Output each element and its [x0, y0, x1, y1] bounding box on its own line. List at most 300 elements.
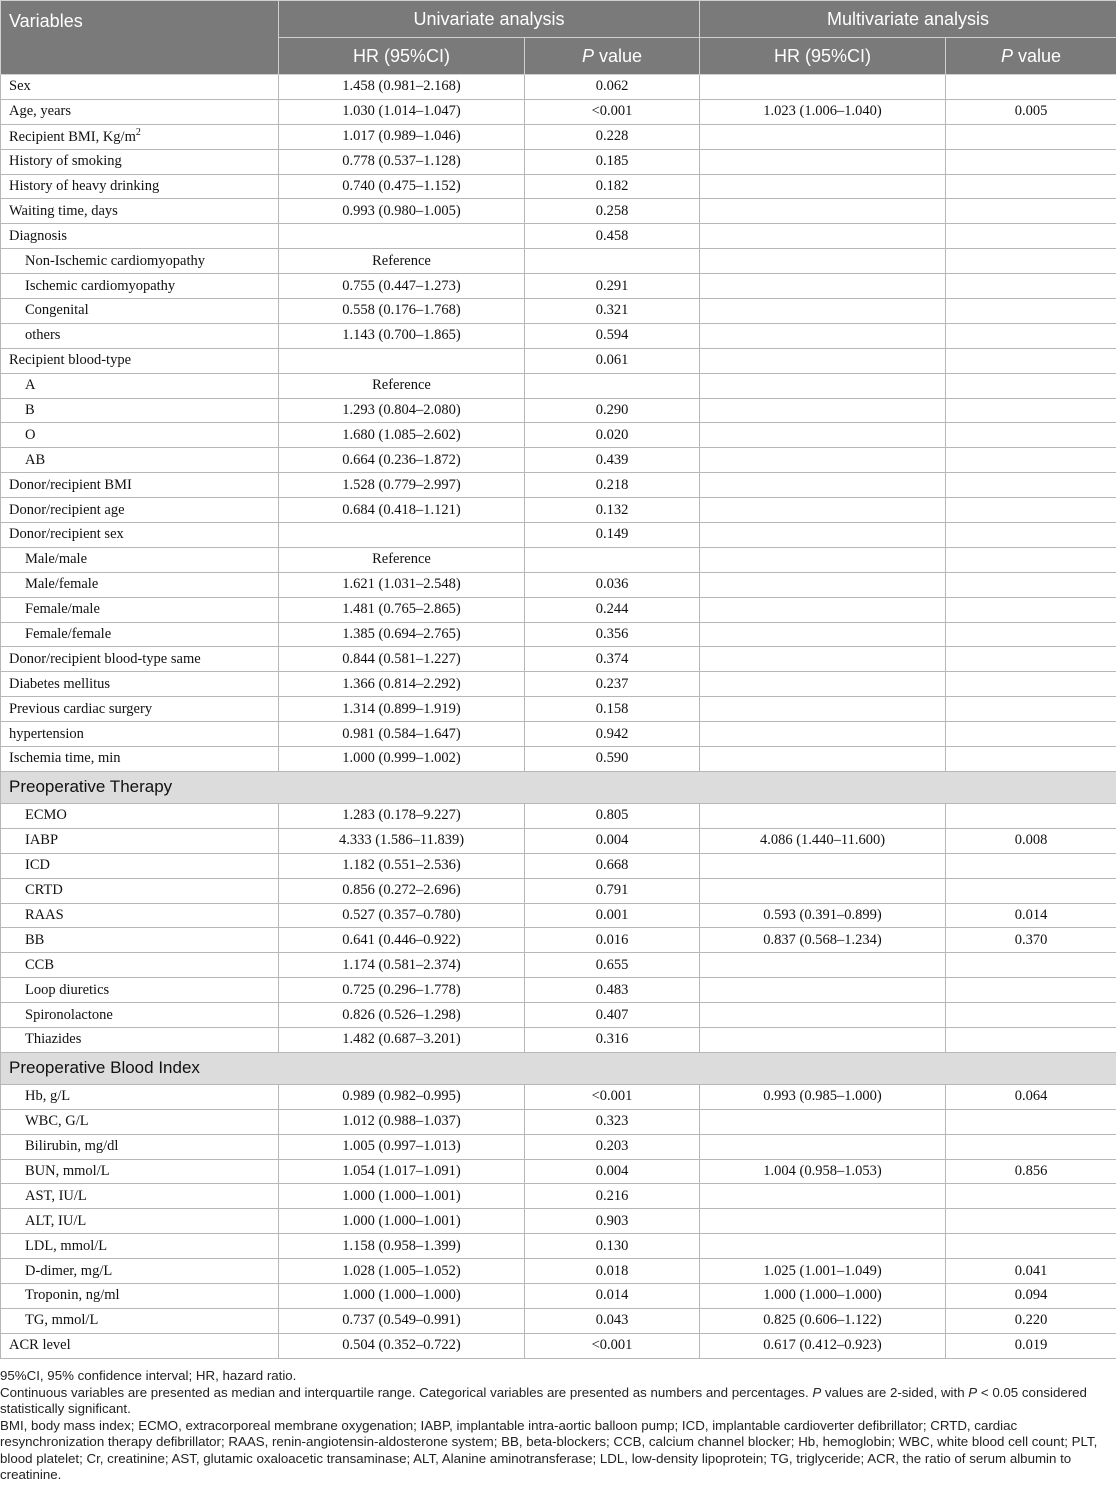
multivariate-hr-cell	[700, 473, 946, 498]
multivariate-hr-cell	[700, 199, 946, 224]
table-row	[1, 747, 1116, 772]
variable-cell	[1, 1209, 279, 1234]
variable-cell	[1, 1159, 279, 1184]
univariate-p-cell: 0.290	[525, 398, 700, 423]
variable-cell	[1, 323, 279, 348]
univariate-hr-cell: 1.017 (0.989–1.046)	[279, 124, 525, 149]
table-row	[1, 878, 1116, 903]
multivariate-hr-cell: 1.023 (1.006–1.040)	[700, 99, 946, 124]
variable-label: Recipient BMI, Kg/m	[9, 129, 136, 146]
univariate-hr-cell: 1.366 (0.814–2.292)	[279, 672, 525, 697]
multivariate-hr-cell	[700, 1234, 946, 1259]
variable-cell	[1, 572, 279, 597]
variable-cell	[1, 1184, 279, 1209]
variable-label: Female/female	[25, 626, 112, 643]
multivariate-p-cell	[946, 978, 1116, 1003]
variable-cell	[1, 1003, 279, 1028]
univariate-p-cell: 0.483	[525, 978, 700, 1003]
multivariate-hr-cell	[700, 672, 946, 697]
table-row	[1, 448, 1116, 473]
multivariate-hr-cell: 1.025 (1.001–1.049)	[700, 1259, 946, 1284]
variable-cell	[1, 448, 279, 473]
table-row	[1, 547, 1116, 572]
p-italic: P	[1000, 45, 1013, 66]
univariate-p-cell	[525, 547, 700, 572]
univariate-p-cell: 0.903	[525, 1209, 700, 1234]
variable-label: BB	[25, 931, 45, 948]
univariate-hr-cell: 0.684 (0.418–1.121)	[279, 498, 525, 523]
univariate-hr-cell: 0.826 (0.526–1.298)	[279, 1003, 525, 1028]
multivariate-hr-cell: 0.825 (0.606–1.122)	[700, 1308, 946, 1333]
multivariate-p-cell	[946, 149, 1116, 174]
variable-label: B	[25, 402, 35, 419]
variable-label: Troponin, ng/ml	[25, 1287, 120, 1304]
multivariate-hr-cell	[700, 423, 946, 448]
univariate-hr-cell: 0.981 (0.584–1.647)	[279, 722, 525, 747]
multivariate-p-cell	[946, 697, 1116, 722]
variable-cell	[1, 1134, 279, 1159]
univariate-p-cell: 0.132	[525, 498, 700, 523]
table-row	[1, 647, 1116, 672]
variable-label: CCB	[25, 956, 55, 973]
variable-label: Male/female	[25, 576, 99, 593]
multivariate-hr-cell: 1.004 (0.958–1.053)	[700, 1159, 946, 1184]
variable-label: Bilirubin, mg/dl	[25, 1138, 119, 1155]
univariate-p-cell: 0.036	[525, 572, 700, 597]
multivariate-hr-cell	[700, 1209, 946, 1234]
table-row	[1, 398, 1116, 423]
variable-label: ICD	[25, 857, 50, 874]
table-row	[1, 224, 1116, 249]
table-row	[1, 953, 1116, 978]
multivariate-hr-cell: 0.837 (0.568–1.234)	[700, 928, 946, 953]
table-row	[1, 1003, 1116, 1028]
p-italic: P	[968, 1384, 978, 1400]
variable-cell	[1, 1333, 279, 1358]
variable-label: others	[25, 327, 61, 344]
table-row	[1, 1234, 1116, 1259]
p-italic: P	[581, 45, 594, 66]
variable-label: Diagnosis	[9, 227, 67, 244]
table-row	[1, 348, 1116, 373]
multivariate-p-cell	[946, 124, 1116, 149]
univariate-p-cell: <0.001	[525, 99, 700, 124]
multivariate-p-cell	[946, 878, 1116, 903]
multivariate-p-cell	[946, 498, 1116, 523]
multivariate-hr-cell	[700, 1184, 946, 1209]
multivariate-p-cell	[946, 672, 1116, 697]
table-row	[1, 572, 1116, 597]
multivariate-p-cell	[946, 348, 1116, 373]
table-row	[1, 928, 1116, 953]
multivariate-p-cell	[946, 1184, 1116, 1209]
multivariate-p-cell	[946, 473, 1116, 498]
univariate-p-cell: 0.316	[525, 1027, 700, 1052]
multivariate-hr-cell: 4.086 (1.440–11.600)	[700, 828, 946, 853]
univariate-p-cell: 0.004	[525, 1159, 700, 1184]
multivariate-p-cell: 0.014	[946, 903, 1116, 928]
multi-hr-header: HR (95%CI)	[700, 38, 946, 75]
univariate-hr-cell: 4.333 (1.586–11.839)	[279, 828, 525, 853]
univariate-hr-cell	[279, 348, 525, 373]
univariate-p-cell: 0.439	[525, 448, 700, 473]
multivariate-p-cell: 0.041	[946, 1259, 1116, 1284]
variable-label: Age, years	[9, 103, 72, 120]
univariate-hr-cell: Reference	[279, 373, 525, 398]
table-row	[1, 1109, 1116, 1134]
multivariate-p-cell	[946, 647, 1116, 672]
univariate-p-cell: 0.182	[525, 174, 700, 199]
multivariate-hr-cell	[700, 498, 946, 523]
univariate-hr-cell: 1.000 (0.999–1.002)	[279, 747, 525, 772]
multivariate-p-cell: 0.019	[946, 1333, 1116, 1358]
table-row	[1, 323, 1116, 348]
multivariate-hr-cell: 0.593 (0.391–0.899)	[700, 903, 946, 928]
variable-cell	[1, 373, 279, 398]
multivariate-hr-cell	[700, 174, 946, 199]
variable-cell	[1, 1259, 279, 1284]
variable-cell	[1, 622, 279, 647]
univariate-hr-cell: 0.664 (0.236–1.872)	[279, 448, 525, 473]
multivariate-p-cell: 0.856	[946, 1159, 1116, 1184]
univariate-hr-cell: Reference	[279, 547, 525, 572]
univariate-hr-cell: 0.740 (0.475–1.152)	[279, 174, 525, 199]
multivariate-p-cell: 0.220	[946, 1308, 1116, 1333]
multivariate-p-cell	[946, 722, 1116, 747]
multivariate-p-cell	[946, 547, 1116, 572]
univariate-p-cell: 0.016	[525, 928, 700, 953]
variable-label: WBC, G/L	[25, 1113, 89, 1130]
univariate-hr-cell: 1.054 (1.017–1.091)	[279, 1159, 525, 1184]
table-row	[1, 299, 1116, 324]
univariate-hr-cell: 1.528 (0.779–2.997)	[279, 473, 525, 498]
variable-cell	[1, 523, 279, 548]
table-row	[1, 1134, 1116, 1159]
multivariate-p-cell: 0.008	[946, 828, 1116, 853]
univariate-p-cell: 0.149	[525, 523, 700, 548]
table-row	[1, 828, 1116, 853]
univariate-hr-cell: 1.005 (0.997–1.013)	[279, 1134, 525, 1159]
univariate-p-cell: 0.356	[525, 622, 700, 647]
variable-cell	[1, 803, 279, 828]
univariate-p-cell: 0.458	[525, 224, 700, 249]
table-row	[1, 523, 1116, 548]
variable-label: O	[25, 426, 36, 443]
variables-header: Variables	[1, 1, 279, 75]
table-body	[1, 75, 1116, 1359]
table-row	[1, 99, 1116, 124]
multivariate-p-cell	[946, 373, 1116, 398]
variable-label: History of heavy drinking	[9, 178, 160, 194]
table-header	[1, 1, 1116, 75]
variable-cell	[1, 672, 279, 697]
univariate-p-cell: 0.158	[525, 697, 700, 722]
uni-p-header	[525, 38, 700, 75]
table-row	[1, 903, 1116, 928]
superscript: 2	[135, 127, 141, 139]
table-row	[1, 249, 1116, 274]
variable-cell	[1, 299, 279, 324]
univariate-hr-cell: 0.737 (0.549–0.991)	[279, 1308, 525, 1333]
variable-label: LDL, mmol/L	[25, 1237, 108, 1254]
univariate-hr-cell: 1.293 (0.804–2.080)	[279, 398, 525, 423]
univariate-hr-cell: 1.143 (0.700–1.865)	[279, 323, 525, 348]
multivariate-p-cell	[946, 1109, 1116, 1134]
univariate-p-cell: 0.020	[525, 423, 700, 448]
univariate-hr-cell: 1.000 (1.000–1.001)	[279, 1209, 525, 1234]
table-row	[1, 672, 1116, 697]
univariate-hr-cell: Reference	[279, 249, 525, 274]
variable-label: RAAS	[25, 906, 64, 923]
variable-cell	[1, 348, 279, 373]
univariate-hr-cell: 0.558 (0.176–1.768)	[279, 299, 525, 324]
section-title: Preoperative Therapy	[1, 771, 1116, 803]
univariate-hr-cell: 1.621 (1.031–2.548)	[279, 572, 525, 597]
variable-label: Previous cardiac surgery	[9, 700, 153, 717]
variable-cell	[1, 647, 279, 672]
univariate-hr-cell: 1.680 (1.085–2.602)	[279, 423, 525, 448]
variable-cell	[1, 903, 279, 928]
univariate-p-cell: 0.668	[525, 853, 700, 878]
table-row	[1, 978, 1116, 1003]
variable-label: Donor/recipient age	[9, 501, 125, 518]
multivariate-p-cell	[946, 199, 1116, 224]
variable-label: Ischemic cardiomyopathy	[25, 277, 176, 294]
univariate-hr-cell: 0.504 (0.352–0.722)	[279, 1333, 525, 1358]
multivariate-hr-cell	[700, 373, 946, 398]
variable-cell	[1, 174, 279, 199]
variable-label: AST, IU/L	[25, 1187, 87, 1204]
variable-label: Recipient blood-type	[9, 352, 132, 369]
multivariate-hr-cell: 0.993 (0.985–1.000)	[700, 1084, 946, 1109]
multivariate-p-cell	[946, 1003, 1116, 1028]
univariate-header: Univariate analysis	[279, 1, 700, 38]
univariate-p-cell	[525, 249, 700, 274]
table-row	[1, 498, 1116, 523]
multivariate-hr-cell	[700, 953, 946, 978]
variable-cell	[1, 1109, 279, 1134]
variable-label: Diabetes mellitus	[9, 675, 111, 692]
multivariate-hr-cell	[700, 448, 946, 473]
table-row	[1, 1283, 1116, 1308]
variable-label: Non-Ischemic cardiomyopathy	[25, 252, 205, 269]
univariate-p-cell: 0.130	[525, 1234, 700, 1259]
univariate-p-cell: 0.014	[525, 1283, 700, 1308]
variable-label: Donor/recipient sex	[9, 526, 124, 543]
variable-label: TG, mmol/L	[25, 1312, 99, 1329]
variable-cell	[1, 747, 279, 772]
table-row	[1, 1308, 1116, 1333]
table-row	[1, 697, 1116, 722]
univariate-hr-cell: 1.158 (0.958–1.399)	[279, 1234, 525, 1259]
variable-label: History of smoking	[9, 153, 122, 170]
variable-label: hypertension	[9, 725, 84, 742]
table-row	[1, 1159, 1116, 1184]
variable-cell	[1, 99, 279, 124]
univariate-p-cell: 0.374	[525, 647, 700, 672]
variable-label: Ischemia time, min	[9, 750, 121, 767]
variable-label: Thiazides	[25, 1031, 82, 1048]
univariate-hr-cell: 1.481 (0.765–2.865)	[279, 597, 525, 622]
variable-cell	[1, 1283, 279, 1308]
multivariate-p-cell	[946, 1234, 1116, 1259]
multivariate-p-cell	[946, 1134, 1116, 1159]
variable-label: ALT, IU/L	[25, 1212, 87, 1229]
variable-cell	[1, 1308, 279, 1333]
footnote-abbreviations-1: 95%CI, 95% confidence interval; HR, hazard ratio.	[0, 1368, 297, 1383]
multivariate-hr-cell	[700, 149, 946, 174]
univariate-p-cell: 0.061	[525, 348, 700, 373]
univariate-p-cell: 0.323	[525, 1109, 700, 1134]
footnote-abbreviations-2: BMI, body mass index; ECMO, extracorporeal membrane oxygenation; IABP, implantable intra-aortic balloon pump; ICD, implantable cardioverter defibrillator; CRTD, cardiac resynchronization therapy defibrillator; RAAS, renin-angiotensin-aldosterone system; BB, beta-blockers; CCB, calcium channel blocker; Hb, hemoglobin; WBC, white blood cell count; PLT, blood platelet; Cr, creatinine; AST, glutamic oxaloacetic transaminase; ALT, Alanine aminotransferase; LDL, low-density lipoprotein; TG, triglyceride; ACR, the ratio of serum albumin to creatinine.	[0, 1417, 1098, 1482]
multivariate-hr-cell: 0.617 (0.412–0.923)	[700, 1333, 946, 1358]
univariate-p-cell: 0.590	[525, 747, 700, 772]
univariate-p-cell: 0.062	[525, 75, 700, 100]
header-row-groups	[1, 1, 1116, 38]
univariate-hr-cell: 0.844 (0.581–1.227)	[279, 647, 525, 672]
univariate-p-cell: <0.001	[525, 1084, 700, 1109]
section-row	[1, 1052, 1116, 1084]
variable-cell	[1, 124, 279, 149]
univariate-hr-cell: 0.725 (0.296–1.778)	[279, 978, 525, 1003]
univariate-p-cell: 0.001	[525, 903, 700, 928]
univariate-hr-cell: 1.458 (0.981–2.168)	[279, 75, 525, 100]
univariate-hr-cell: 1.000 (1.000–1.000)	[279, 1283, 525, 1308]
table-row	[1, 149, 1116, 174]
variable-label: Congenital	[25, 302, 89, 319]
variable-cell	[1, 423, 279, 448]
variable-cell	[1, 1084, 279, 1109]
multivariate-p-cell	[946, 249, 1116, 274]
variable-label: D-dimer, mg/L	[25, 1262, 113, 1279]
variable-cell	[1, 953, 279, 978]
multivariate-p-cell	[946, 597, 1116, 622]
univariate-p-cell: 0.258	[525, 199, 700, 224]
multivariate-p-cell: 0.370	[946, 928, 1116, 953]
variable-cell	[1, 224, 279, 249]
variable-label: Sex	[9, 78, 31, 95]
multivariate-hr-cell	[700, 1134, 946, 1159]
variable-cell	[1, 473, 279, 498]
variable-label: Male/male	[25, 551, 88, 568]
multivariate-hr-cell	[700, 722, 946, 747]
univariate-p-cell: 0.321	[525, 299, 700, 324]
variable-cell	[1, 498, 279, 523]
univariate-p-cell: 0.185	[525, 149, 700, 174]
univariate-p-cell: 0.244	[525, 597, 700, 622]
univariate-hr-cell: 0.989 (0.982–0.995)	[279, 1084, 525, 1109]
variable-cell	[1, 828, 279, 853]
univariate-p-cell: 0.018	[525, 1259, 700, 1284]
variable-label: BUN, mmol/L	[25, 1162, 110, 1179]
variable-cell	[1, 697, 279, 722]
multivariate-hr-cell	[700, 224, 946, 249]
multivariate-hr-cell	[700, 978, 946, 1003]
univariate-hr-cell: 0.527 (0.357–0.780)	[279, 903, 525, 928]
univariate-hr-cell: 1.012 (0.988–1.037)	[279, 1109, 525, 1134]
univariate-p-cell: 0.004	[525, 828, 700, 853]
table-row	[1, 174, 1116, 199]
univariate-p-cell: 0.043	[525, 1308, 700, 1333]
table-row	[1, 722, 1116, 747]
univariate-hr-cell: 1.385 (0.694–2.765)	[279, 622, 525, 647]
multivariate-p-cell	[946, 423, 1116, 448]
multivariate-hr-cell	[700, 75, 946, 100]
multivariate-p-cell	[946, 523, 1116, 548]
p-italic: P	[812, 1384, 822, 1400]
multivariate-hr-cell	[700, 697, 946, 722]
multivariate-p-cell	[946, 622, 1116, 647]
table-row	[1, 597, 1116, 622]
univariate-p-cell: 0.228	[525, 124, 700, 149]
multivariate-hr-cell	[700, 853, 946, 878]
variable-label: IABP	[25, 832, 59, 849]
univariate-hr-cell: 0.778 (0.537–1.128)	[279, 149, 525, 174]
footnotes	[0, 1368, 1110, 1484]
multivariate-hr-cell	[700, 398, 946, 423]
univariate-hr-cell: 0.993 (0.980–1.005)	[279, 199, 525, 224]
multivariate-p-cell	[946, 1209, 1116, 1234]
multivariate-hr-cell	[700, 547, 946, 572]
table-row	[1, 1333, 1116, 1358]
stats-text-c: < 0.05 considered statistically significant.	[0, 1384, 1087, 1416]
multivariate-p-cell	[946, 953, 1116, 978]
p-value-suffix: value	[1013, 45, 1062, 66]
univariate-hr-cell: 0.641 (0.446–0.922)	[279, 928, 525, 953]
univariate-hr-cell: 1.000 (1.000–1.001)	[279, 1184, 525, 1209]
univariate-p-cell: 0.291	[525, 274, 700, 299]
variable-cell	[1, 547, 279, 572]
multivariate-p-cell	[946, 323, 1116, 348]
multivariate-hr-cell	[700, 572, 946, 597]
univariate-p-cell: 0.237	[525, 672, 700, 697]
multivariate-p-cell	[946, 853, 1116, 878]
multivariate-hr-cell	[700, 299, 946, 324]
footnote-statistics	[0, 1385, 1110, 1418]
variable-label: Donor/recipient blood-type same	[9, 650, 201, 667]
table-row	[1, 199, 1116, 224]
variable-label: ECMO	[25, 807, 67, 824]
univariate-p-cell: 0.805	[525, 803, 700, 828]
variable-cell	[1, 398, 279, 423]
multivariate-p-cell	[946, 224, 1116, 249]
univariate-hr-cell: 1.283 (0.178–9.227)	[279, 803, 525, 828]
variable-label: CRTD	[25, 882, 63, 899]
p-value-suffix: value	[593, 45, 643, 66]
variable-cell	[1, 149, 279, 174]
multivariate-hr-cell	[700, 348, 946, 373]
multivariate-hr-cell	[700, 124, 946, 149]
variable-cell	[1, 274, 279, 299]
univariate-hr-cell: 0.856 (0.272–2.696)	[279, 878, 525, 903]
variable-cell	[1, 853, 279, 878]
variable-cell	[1, 722, 279, 747]
multivariate-p-cell: 0.064	[946, 1084, 1116, 1109]
multivariate-hr-cell: 1.000 (1.000–1.000)	[700, 1283, 946, 1308]
multivariate-hr-cell	[700, 1003, 946, 1028]
variable-cell	[1, 597, 279, 622]
variable-label: Female/male	[25, 601, 100, 618]
table-row	[1, 1027, 1116, 1052]
multivariate-hr-cell	[700, 323, 946, 348]
uni-hr-header: HR (95%CI)	[279, 38, 525, 75]
table-row	[1, 423, 1116, 448]
multivariate-hr-cell	[700, 803, 946, 828]
variable-label: AB	[25, 451, 46, 468]
univariate-hr-cell: 1.314 (0.899–1.919)	[279, 697, 525, 722]
variable-label: Donor/recipient BMI	[9, 476, 132, 493]
univariate-p-cell	[525, 373, 700, 398]
